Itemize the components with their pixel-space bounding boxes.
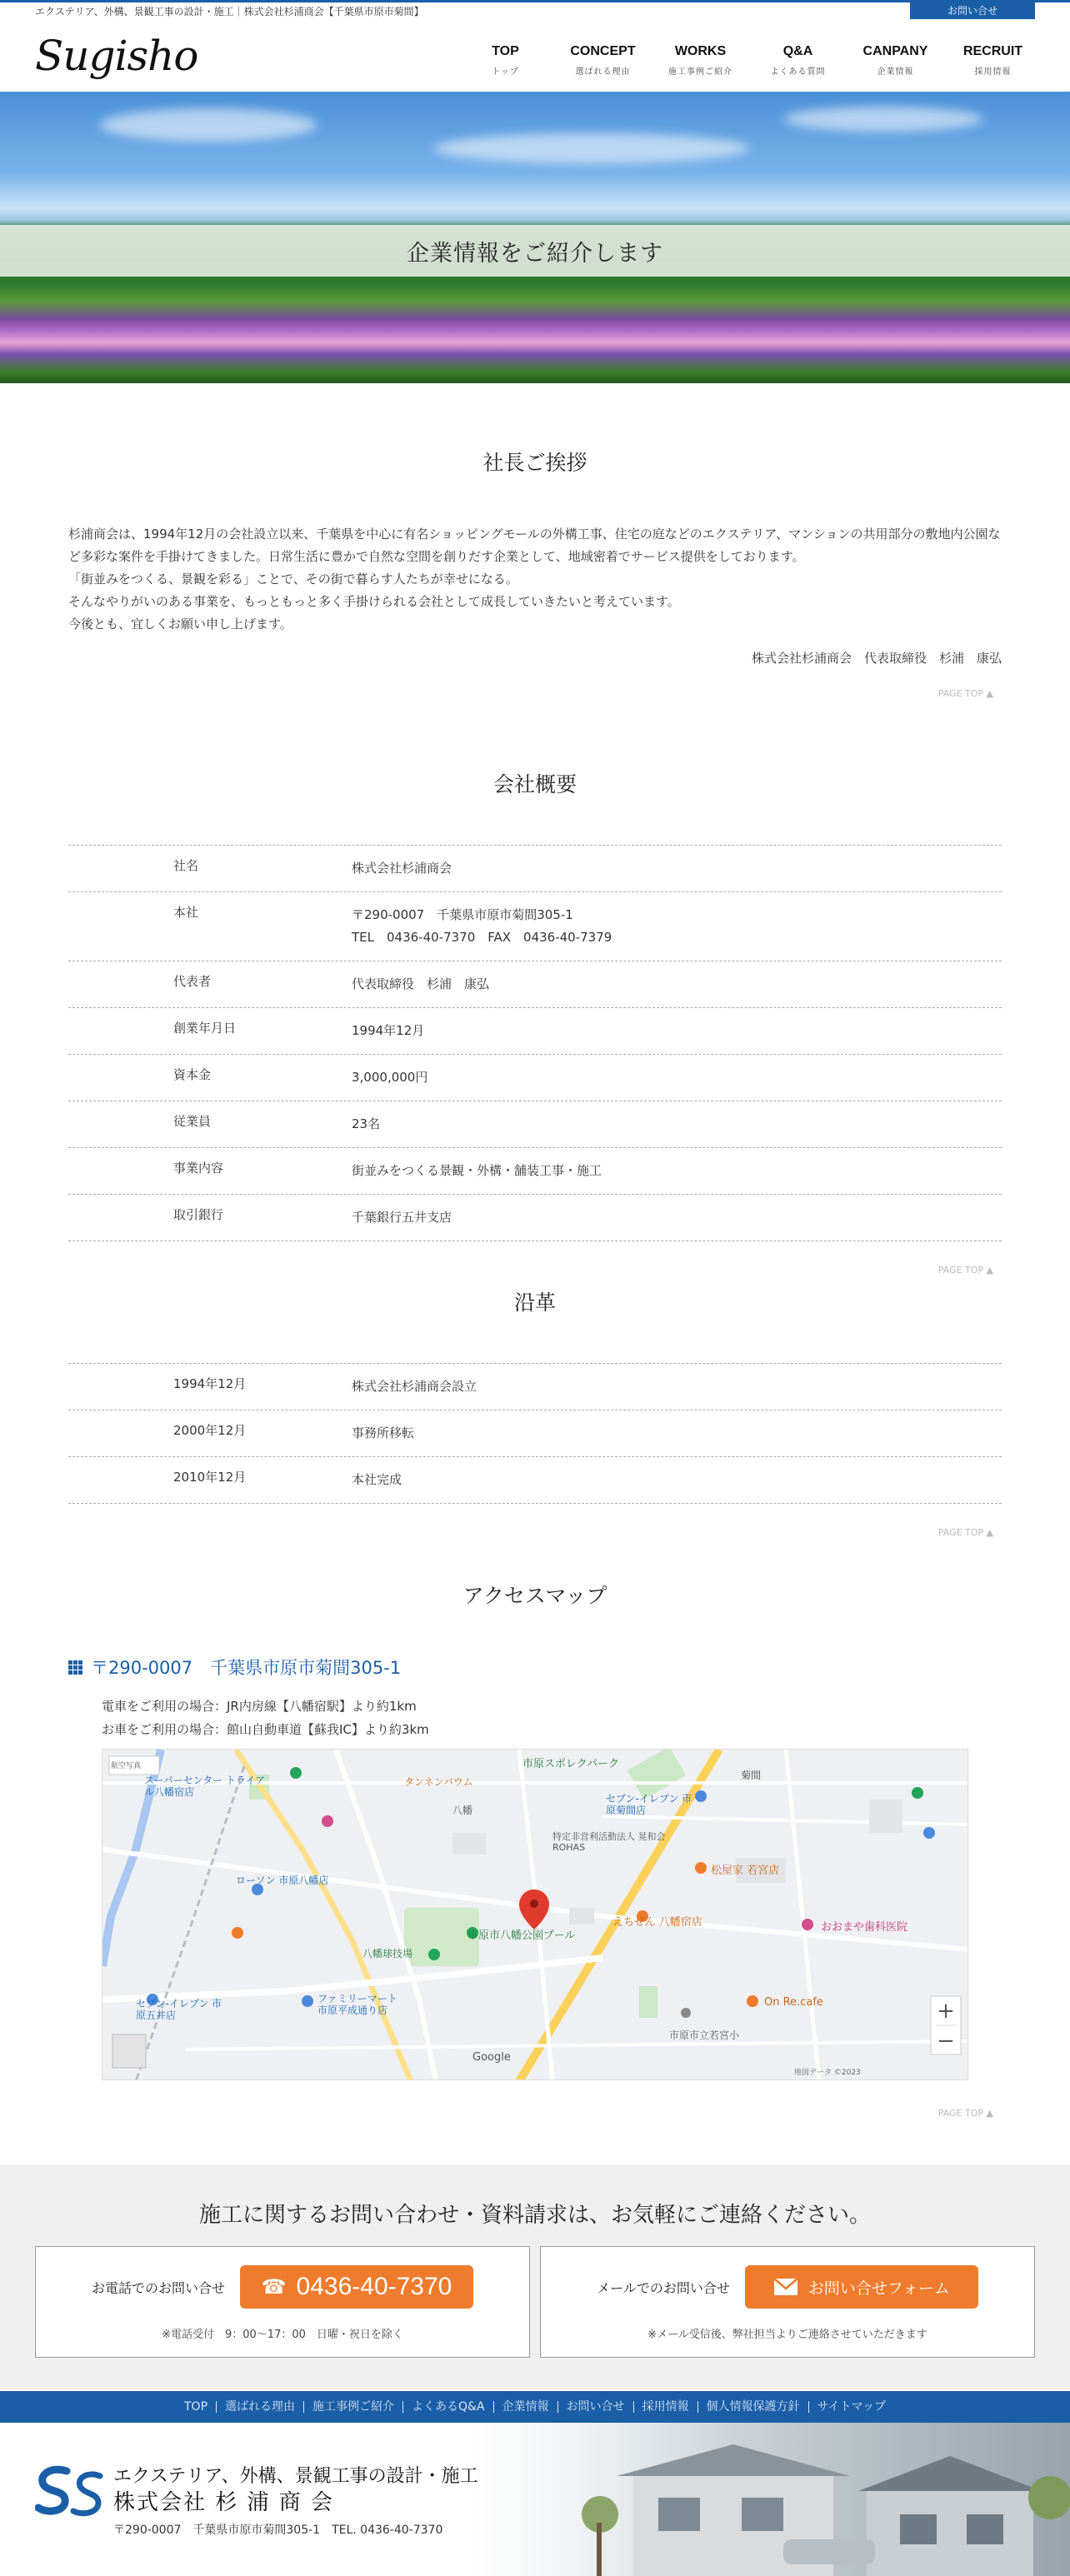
row-value-line: 株式会社杉浦商会 bbox=[352, 861, 452, 876]
history-event: 株式会社杉浦商会設立 bbox=[352, 1379, 478, 1394]
map-type-toggle[interactable]: 航空写真 bbox=[111, 1762, 142, 1770]
map-label: ファミリーマート 市原平成通り店 bbox=[318, 1993, 398, 2016]
history-date: 1994年12月 bbox=[173, 1376, 247, 1391]
row-label: 従業員 bbox=[173, 1114, 212, 1129]
map-google-logo: Google bbox=[472, 2051, 511, 2064]
table-row bbox=[68, 846, 1002, 892]
history-section bbox=[0, 1286, 1070, 1538]
contact-form-button[interactable] bbox=[745, 2265, 978, 2309]
contact-section bbox=[0, 2164, 1070, 2389]
nav-label: TOP bbox=[492, 43, 519, 58]
row-value-line: 3,000,000円 bbox=[352, 1070, 428, 1085]
footer-house-image bbox=[533, 2439, 1070, 2576]
mail-note: ※メール受信後、弊社担当よりご連絡させていただきます bbox=[648, 2329, 928, 2341]
table-row bbox=[68, 1195, 1002, 1241]
top-contact-button[interactable]: お問い合せ bbox=[910, 2, 1035, 19]
row-value bbox=[352, 973, 1002, 996]
row-value-line: 23名 bbox=[352, 1116, 381, 1131]
row-label: 事業内容 bbox=[173, 1161, 224, 1176]
nav-sublabel: トップ bbox=[492, 67, 519, 77]
table-row bbox=[68, 1101, 1002, 1148]
phone-icon: ☎ bbox=[261, 2275, 287, 2299]
greeting-paragraph: 「街並みをつくる、景観を彩る」ことで、その街で暮らす人たちが幸せになる。 bbox=[68, 572, 518, 587]
footer-link-qa[interactable]: よくあるQ&A bbox=[402, 2401, 493, 2413]
row-value-line: 代表取締役 杉浦 康弘 bbox=[352, 976, 490, 991]
footer-link-sitemap[interactable]: サイトマップ bbox=[808, 2401, 894, 2413]
top-bar bbox=[0, 0, 1070, 20]
map-label: 八幡球技場 bbox=[362, 1948, 413, 1959]
mail-contact-box bbox=[540, 2246, 1035, 2358]
map-label: えちぜん 八幡宿店 bbox=[612, 1916, 702, 1929]
map-attribution: 地図データ ©2023 bbox=[794, 2069, 861, 2077]
footer-link-top[interactable]: TOP bbox=[184, 2400, 208, 2414]
history-table bbox=[68, 1363, 1002, 1504]
map-label: 松屋家 若宮店 bbox=[711, 1865, 780, 1877]
table-row bbox=[68, 961, 1002, 1008]
row-label: 代表者 bbox=[173, 974, 212, 989]
footer-link-company[interactable]: 企業情報 bbox=[493, 2401, 558, 2413]
nav-label: CANPANY bbox=[862, 43, 928, 58]
footer-address: 〒290-0007 千葉県市原市菊間305-1 TEL. 0436-40-7370 bbox=[113, 2524, 443, 2537]
footer-link-privacy[interactable]: 個人情報保護方針 bbox=[698, 2401, 808, 2413]
row-value bbox=[352, 1020, 1002, 1042]
history-title: 沿革 bbox=[513, 1290, 556, 1315]
phone-contact-label: お電話でのお問い合せ bbox=[91, 2279, 225, 2296]
contact-form-label: お問い合せフォーム bbox=[808, 2279, 950, 2298]
svg-text:−: − bbox=[937, 2029, 955, 2054]
row-value-line: 千葉銀行五井支店 bbox=[352, 1210, 452, 1225]
nav-label: RECRUIT bbox=[962, 43, 1023, 58]
access-section bbox=[0, 1580, 1070, 1741]
map-label: セブン-イレブン 市原菊間店 bbox=[606, 1793, 692, 1816]
phone-contact-box bbox=[35, 2246, 530, 2358]
footer-brand bbox=[35, 2464, 478, 2538]
access-title: アクセスマップ bbox=[462, 1584, 608, 1608]
map-canvas[interactable] bbox=[102, 1750, 968, 2080]
mail-icon bbox=[773, 2278, 798, 2296]
greeting-signature: 株式会社杉浦商会 代表取締役 杉浦 康弘 bbox=[751, 651, 1002, 666]
phone-number: 0436-40-7370 bbox=[296, 2273, 452, 2300]
map-label: On Re.cafe bbox=[764, 1996, 823, 2009]
nav-sublabel: 企業情報 bbox=[877, 67, 914, 77]
footer-link-concept[interactable]: 選ばれる理由 bbox=[216, 2401, 303, 2413]
greeting-paragraph: そんなやりがいのある事業を、もっともっと多く手掛けられる会社として成長していきたいと考えています。 bbox=[68, 594, 680, 609]
svg-text:+: + bbox=[937, 1999, 955, 2024]
page-top-link[interactable]: PAGE TOP ▲ bbox=[938, 2108, 993, 2119]
overview-title: 会社概要 bbox=[492, 772, 577, 796]
map-label: 特定非営利活動法人 晃和会 ROHAS bbox=[552, 1831, 666, 1853]
row-value-line: 〒290-0007 千葉県市原市菊間305-1 bbox=[352, 907, 573, 922]
row-value bbox=[352, 904, 1002, 949]
row-label: 資本金 bbox=[173, 1067, 212, 1082]
greeting-paragraph: 今後とも、宜しくお願い申し上げます。 bbox=[68, 617, 292, 632]
table-row bbox=[68, 892, 1002, 961]
row-value-line: 街並みをつくる景観・外構・舗装工事・施工 bbox=[352, 1163, 602, 1178]
nav-label: CONCEPT bbox=[570, 43, 636, 58]
table-row bbox=[68, 1364, 1002, 1410]
overview-section bbox=[0, 768, 1070, 1276]
table-row bbox=[68, 1148, 1002, 1195]
nav-item-qa[interactable] bbox=[749, 36, 847, 77]
history-date: 2010年12月 bbox=[173, 1470, 247, 1485]
map-label: 市原市立若宮小 bbox=[669, 2029, 740, 2041]
row-value bbox=[352, 1066, 1002, 1089]
map-label: タンネンバウム bbox=[404, 1776, 473, 1788]
access-directions bbox=[102, 1695, 1070, 1741]
nav-item-company[interactable] bbox=[847, 36, 944, 77]
row-value-line: TEL 0436-40-7370 FAX 0436-40-7379 bbox=[352, 930, 612, 945]
company-logo-mark bbox=[35, 2464, 103, 2519]
hero-cloud bbox=[433, 133, 750, 163]
map-label: スーパーセンター トライアル八幡宿店 bbox=[144, 1775, 266, 1798]
nav-sublabel: 選ばれる理由 bbox=[575, 67, 631, 77]
map-label: ローソン 市原八幡店 bbox=[236, 1875, 329, 1886]
nav-sublabel: 施工事例ご紹介 bbox=[668, 67, 732, 77]
access-line: お車をご利用の場合：館山自動車道【蘇我IC】より約3km bbox=[102, 1722, 429, 1737]
access-line: 電車をご利用の場合：JR内房線【八幡宿駅】より約1km bbox=[102, 1699, 417, 1714]
map-label: 市原市八幡公園プール bbox=[468, 1930, 576, 1942]
map-label: おおまや歯科医院 bbox=[821, 1921, 908, 1934]
nav-item-works[interactable] bbox=[652, 36, 749, 77]
page-top-link[interactable]: PAGE TOP ▲ bbox=[938, 1527, 993, 1538]
nav-item-recruit[interactable] bbox=[944, 36, 1042, 77]
phone-note: ※電話受付 9：00〜17：00 日曜・祝日を除く bbox=[162, 2329, 403, 2341]
greeting-section bbox=[0, 447, 1070, 699]
phone-button[interactable] bbox=[240, 2265, 473, 2309]
history-date: 2000年12月 bbox=[173, 1423, 247, 1438]
greeting-body bbox=[0, 523, 1070, 666]
nav-sublabel: よくある質問 bbox=[770, 67, 826, 77]
page-top-link[interactable]: PAGE TOP ▲ bbox=[938, 688, 993, 699]
site-header bbox=[0, 20, 1070, 92]
row-value-line: 1994年12月 bbox=[352, 1023, 425, 1038]
table-row bbox=[68, 1410, 1002, 1457]
hero-banner bbox=[0, 92, 1070, 383]
mail-contact-label: メールでのお問い合せ bbox=[597, 2279, 730, 2296]
hero-title-band bbox=[0, 225, 1070, 277]
footer-link-works[interactable]: 施工事例ご紹介 bbox=[303, 2401, 402, 2413]
nav-label: Q&A bbox=[782, 43, 813, 58]
row-value bbox=[352, 1160, 1002, 1182]
map-label: 八幡 bbox=[452, 1805, 473, 1816]
contact-heading: 施工に関するお問い合わせ・資料請求は、お気軽にご連絡ください。 bbox=[198, 2203, 871, 2228]
site-description: エクステリア、外構、景観工事の設計・施工｜株式会社杉浦商会【千葉県市原市菊間】 bbox=[35, 6, 424, 17]
table-row bbox=[68, 1055, 1002, 1101]
page-top-link[interactable]: PAGE TOP ▲ bbox=[938, 1265, 993, 1276]
table-row bbox=[68, 1457, 1002, 1504]
footer-link-contact[interactable]: お問い合せ bbox=[558, 2401, 633, 2413]
table-row bbox=[68, 1008, 1002, 1055]
nav-item-top[interactable] bbox=[457, 36, 554, 77]
access-address-text: 〒290-0007 千葉県市原市菊間305-1 bbox=[91, 1658, 402, 1678]
map-label: 菊間 bbox=[741, 1770, 762, 1781]
row-value bbox=[352, 857, 1002, 880]
hero-title: 企業情報をご紹介します bbox=[407, 240, 663, 267]
hero-cloud bbox=[100, 108, 317, 142]
hero-cloud bbox=[783, 107, 983, 132]
footer-nav bbox=[0, 2391, 1070, 2423]
site-footer bbox=[0, 2423, 1070, 2576]
map-label: 市原スポレクパーク bbox=[522, 1758, 619, 1770]
access-address bbox=[68, 1655, 1002, 1680]
footer-company-name: 株式会社 杉 浦 商 会 bbox=[113, 2490, 335, 2515]
site-logo[interactable]: Sugisho bbox=[35, 32, 198, 80]
overview-table bbox=[68, 845, 1002, 1241]
footer-link-recruit[interactable]: 採用情報 bbox=[633, 2401, 698, 2413]
nav-sublabel: 採用情報 bbox=[974, 67, 1012, 77]
main-nav bbox=[457, 36, 1042, 77]
map-label: セブン-イレブン 市原五井店 bbox=[136, 1998, 222, 2021]
nav-label: WORKS bbox=[674, 43, 727, 58]
history-event: 事務所移転 bbox=[352, 1425, 415, 1440]
footer-tagline: エクステリア、外構、景観工事の設計・施工 bbox=[113, 2466, 478, 2487]
history-event: 本社完成 bbox=[352, 1472, 402, 1487]
row-label: 取引銀行 bbox=[173, 1207, 224, 1222]
greeting-title: 社長ご挨拶 bbox=[482, 451, 588, 475]
nav-item-concept[interactable] bbox=[554, 36, 652, 77]
google-map[interactable] bbox=[102, 1749, 968, 2080]
greeting-paragraph: 杉浦商会は、1994年12月の会社設立以来、千葉県を中心に有名ショッピングモールの外構工事、住宅の庭などのエクステリア、マンションの共用部分の敷地内公園など多彩な案件を手掛けてきました。日常生活に豊かで自然な空間を創りだす企業として、地域密着でサービス提供をしております。 bbox=[68, 527, 1001, 564]
row-label: 社名 bbox=[173, 858, 199, 873]
row-label: 本社 bbox=[173, 905, 199, 920]
row-value bbox=[352, 1206, 1002, 1229]
row-value bbox=[352, 1113, 1002, 1136]
grid-icon bbox=[68, 1660, 82, 1675]
row-label: 創業年月日 bbox=[173, 1021, 237, 1036]
